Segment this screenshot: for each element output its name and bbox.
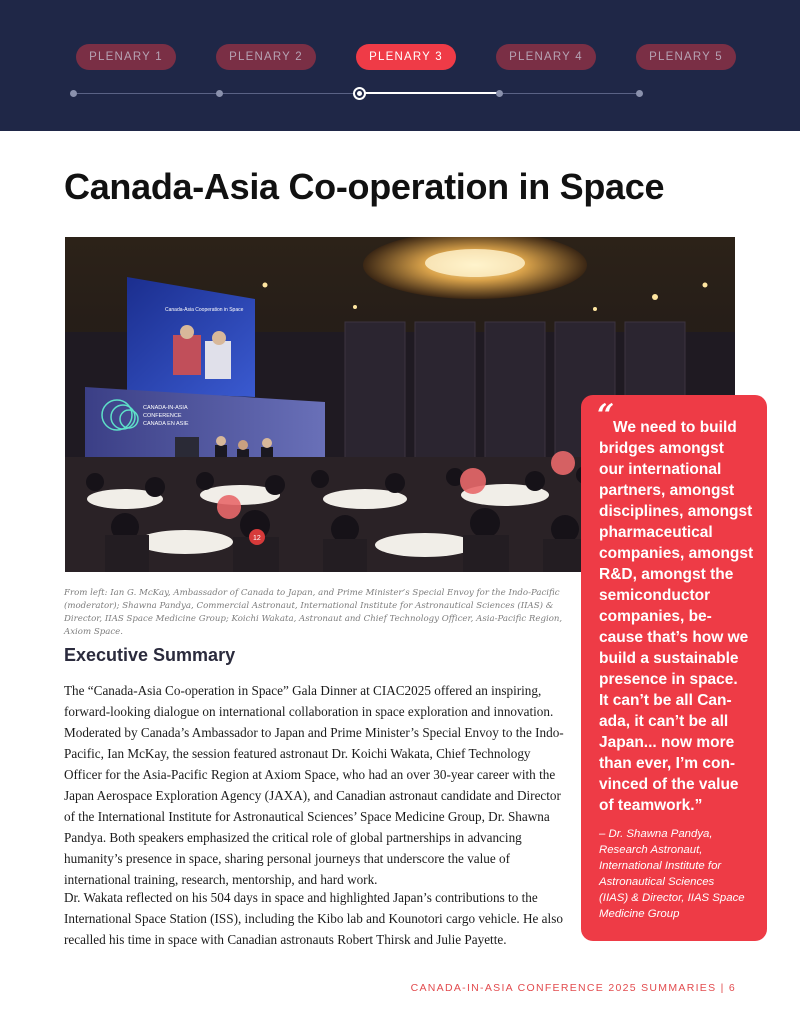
tab-plenary-2[interactable]: PLENARY 2 <box>216 44 316 70</box>
screen-title: Canada-Asia Cooperation in Space <box>165 307 244 313</box>
quote-mark: “ <box>597 398 615 433</box>
tab-plenary-1[interactable]: PLENARY 1 <box>76 44 176 70</box>
quote-line: presence in space. <box>599 671 738 688</box>
paragraph-2: Dr. Wakata reflected on his 504 days in space and highlighted Japan’s contributions to the International Space Station (ISS), including the Kibo lab and Kounotori cargo vehicle. He also recalled his time in space with Canadian astronauts Robert Thirsk and Julie Payette. <box>64 890 563 947</box>
tab-plenary-4[interactable]: PLENARY 4 <box>496 44 596 70</box>
header-bar <box>0 0 800 131</box>
progress-dot-4[interactable] <box>496 90 503 97</box>
quote-line: We need to build <box>613 419 737 436</box>
quote-line: of teamwork.” <box>599 797 703 814</box>
quote-text <box>599 417 759 816</box>
quote-line: companies, be- <box>599 608 712 625</box>
section-heading: Executive Summary <box>64 645 236 665</box>
quote-line: vinced of the value <box>599 776 739 793</box>
progress-dot-1[interactable] <box>70 90 77 97</box>
progress-track-current <box>359 92 499 94</box>
photo-caption: From left: Ian G. McKay, Ambassador of Canada to Japan, and Prime Minister’s Special Envoy for the Indo-Pacific (moderator); Shawna Pandya, Commercial Astronaut, International Institute for Astronautical Sciences (IIAS) & Director, IIAS Space Medicine Group; Koichi Wakata, Astronaut and Chief Technology Officer, Asia-Pacific Region, Axiom Space. <box>64 588 563 637</box>
quote-line: build a sustainable <box>599 650 739 667</box>
quote-line: Japan... now more <box>599 734 735 751</box>
quote-line: pharmaceutical <box>599 524 713 541</box>
attribution-line: Astronautical Sciences <box>599 876 715 888</box>
attribution-line: Research Astronaut, <box>599 844 703 856</box>
table-number: 12 <box>253 535 261 542</box>
attribution-line: Medicine Group <box>599 908 680 920</box>
stage-text-1: CANADA-IN-ASIA <box>143 405 188 411</box>
quote-line: partners, amongst <box>599 482 735 499</box>
quote-line: our international <box>599 461 722 478</box>
progress-dot-5[interactable] <box>636 90 643 97</box>
attribution-line: (IIAS) & Director, IIAS Space <box>599 892 745 904</box>
quote-line: disciplines, amongst <box>599 503 753 520</box>
stage-text-3: CANADA EN ASIE <box>143 421 189 427</box>
quote-line: ada, it can’t be all <box>599 713 729 730</box>
quote-line: cause that’s how we <box>599 629 749 646</box>
pull-quote <box>581 395 767 941</box>
tab-plenary-3[interactable]: PLENARY 3 <box>356 44 456 70</box>
attribution-line: International Institute for <box>599 860 722 872</box>
progress-dot-2[interactable] <box>216 90 223 97</box>
quote-line: semiconductor <box>599 587 711 604</box>
quote-line: than ever, I’m con- <box>599 755 736 772</box>
tab-plenary-5[interactable]: PLENARY 5 <box>636 44 736 70</box>
stage-text-2: CONFERENCE <box>143 413 182 419</box>
quote-attribution <box>599 826 759 922</box>
quote-line: bridges amongst <box>599 440 724 457</box>
plenary-tabs <box>0 44 800 70</box>
page-footer: CANADA-IN-ASIA CONFERENCE 2025 SUMMARIES | 6 <box>410 982 736 994</box>
quote-line: R&D, amongst the <box>599 566 734 583</box>
page-title: Canada-Asia Co-operation in Space <box>64 166 665 207</box>
paragraph-1: The “Canada-Asia Co-operation in Space” Gala Dinner at CIAC2025 offered an inspiring, forward-looking dialogue on international collaboration in space exploration and innovation. Moderated by Canada’s Ambassador to Japan and Prime Minister’s Special Envoy to the Indo-Pacific, Ian McKay, the session featured astronaut Dr. Koichi Wakata, Chief Technology Officer for the Asia-Pacific Region at Axiom Space, who had an over 30-year career with the Japan Aerospace Exploration Agency (JAXA), and Canadian astronaut candidate and Director of the International Institute for Astronautical Sciences’ Space Medicine Group, Dr. Shawna Pandya. Both speakers emphasized the critical role of global partnerships in advancing humanity’s presence in space, sharing personal journeys that underscore the value of international training, research, mentorship, and hard work. <box>64 683 564 887</box>
quote-line: It can’t be all Can- <box>599 692 732 709</box>
attribution-line: – Dr. Shawna Pandya, <box>599 828 713 840</box>
progress-dot-3-current[interactable] <box>353 87 366 100</box>
quote-line: companies, amongst <box>599 545 754 562</box>
